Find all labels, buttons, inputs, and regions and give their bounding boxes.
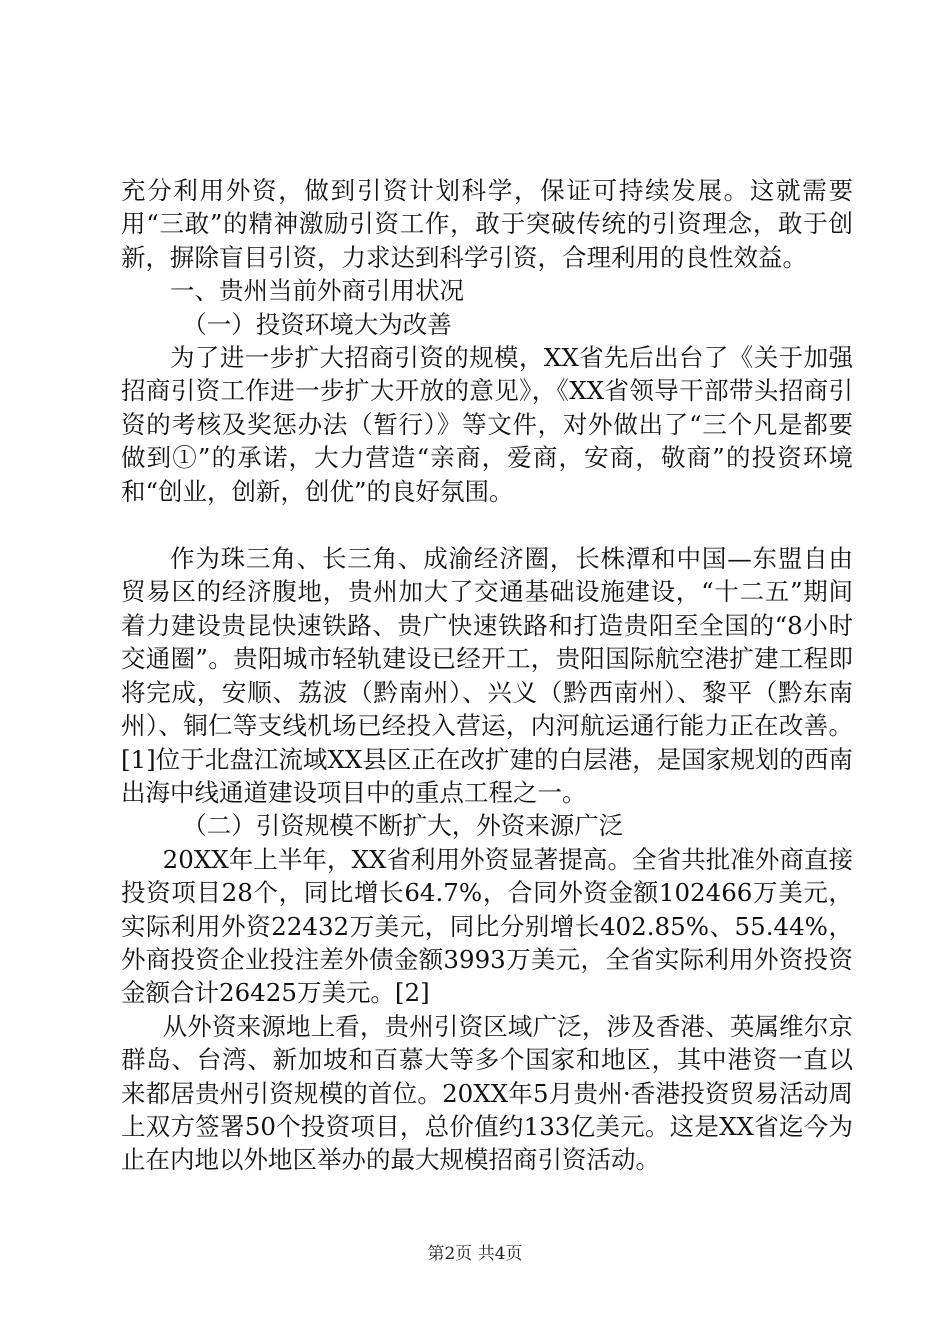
subsection-heading-investment-scale: （二）引资规模不断扩大，外资来源广泛 bbox=[182, 811, 624, 841]
document-body bbox=[121, 174, 853, 1177]
body-paragraph-intro: 充分利用外资，做到引资计划科学，保证可持续发展。这就需要用“三敢”的精神激励引资工作，敢于突破传统的引资理念，敢于创新，摒除盲目引资，力求达到科学引资，合理利用的良性效益。 bbox=[121, 176, 853, 272]
body-paragraph-policy: 为了进一步扩大招商引资的规模，XX省先后出台了《关于加强招商引资工作进一步扩大开放的意见》，《XX省领导干部带头招商引资的考核及奖惩办法（暂行）》等文件，对外做出了“三个凡是都要做到①”的承诺，大力营造“亲商，爱商，安商，敬商”的投资环境和“创业，创新，创优”的良好氛围。 bbox=[121, 343, 853, 506]
body-paragraph-statistics: 20XX年上半年，XX省利用外资显著提高。全省共批准外商直接投资项目28个，同比增长64.7%，合同外资金额102466万美元，实际利用外资22432万美元，同比分别增长402.85%、55.44%，外商投资企业投注差外债金额3993万美元，全省实际利用外资投资金额合计26425万美元。[2] bbox=[121, 844, 853, 1008]
section-heading: 一、贵州当前外商引用状况 bbox=[170, 276, 464, 306]
subsection-heading-investment-environment: （一）投资环境大为改善 bbox=[182, 309, 452, 339]
page-number-footer: 第2页 共4页 bbox=[427, 1244, 523, 1264]
body-paragraph-sources: 从外资来源地上看，贵州引资区域广泛，涉及香港、英属维尔京群岛、台湾、新加坡和百慕大等多个国家和地区，其中港资一直以来都居贵州引资规模的首位。20XX年5月贵州·香港投资贸易活动周上双方签署50个投资项目，总价值约133亿美元。这是XX省迄今为止在内地以外地区举办的最大规模招商引资活动。 bbox=[121, 1011, 853, 1175]
body-paragraph-transport: 作为珠三角、长三角、成渝经济圈，长株潭和中国—东盟自由贸易区的经济腹地，贵州加大了交通基础设施建设，“十二五”期间着力建设贵昆快速铁路、贵广快速铁路和打造贵阳至全国的“8小时交通圈”。贵阳城市轻轨建设已经开工，贵阳国际航空港扩建工程即将完成，安顺、荔波（黔南州）、兴义（黔西南州）、黎平（黔东南州）、铜仁等支线机场已经投入营运，内河航运通行能力正在改善。[1]位于北盘江流域XX县区正在改扩建的白层港，是国家规划的西南出海中线通道建设项目中的重点工程之一。 bbox=[121, 544, 853, 807]
